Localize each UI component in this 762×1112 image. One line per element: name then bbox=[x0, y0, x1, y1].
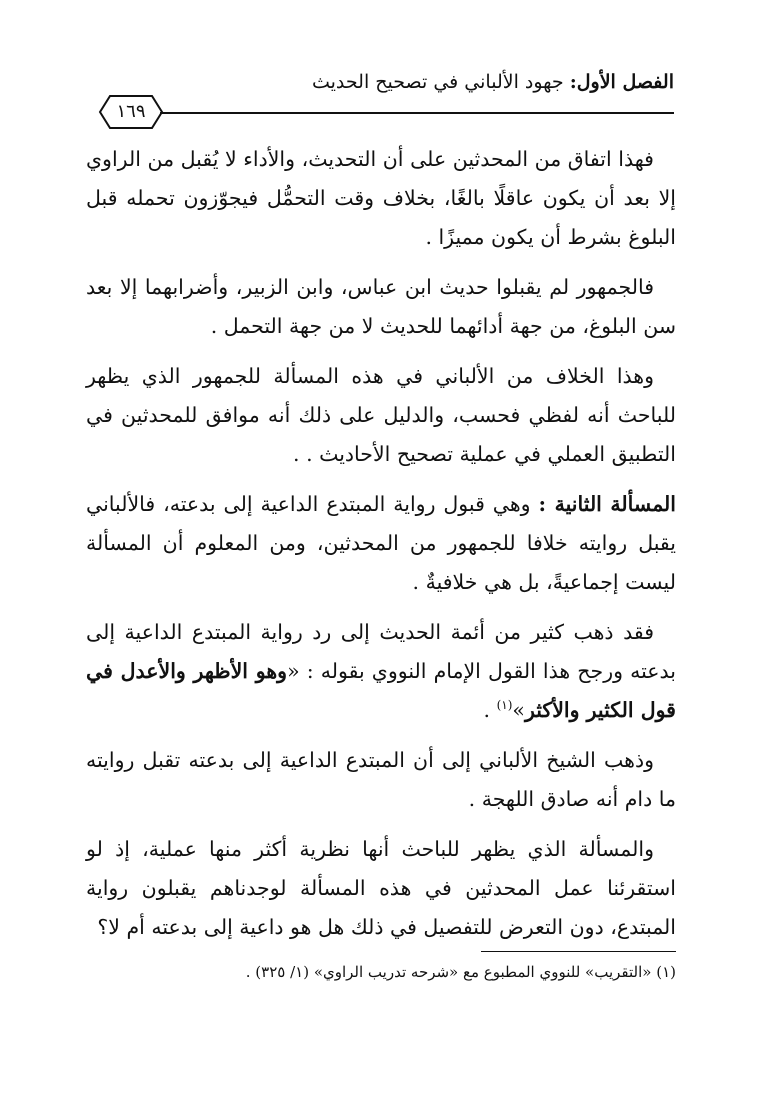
footnote: (١) «التقريب» للنووي المطبوع مع «شرحه تدريب الراوي» (١/ ٣٢٥) . bbox=[245, 963, 676, 981]
paragraph-4 bbox=[86, 485, 676, 602]
main-text bbox=[86, 140, 676, 958]
issue-two-label: المسألة الثانية : bbox=[538, 492, 676, 516]
chapter-label: الفصل الأول: bbox=[569, 71, 674, 93]
paragraph-5 bbox=[86, 613, 676, 730]
nawawi-quote: وهو الأظهر والأعدل في قول الكثير والأكثر bbox=[86, 659, 676, 722]
header-rule bbox=[160, 112, 674, 114]
paragraph-2: فالجمهور لم يقبلوا حديث ابن عباس، وابن الزبير، وأضرابهما إلا بعد سن البلوغ، من جهة أدائهما للحديث لا من جهة التحمل . bbox=[86, 275, 676, 338]
quote-close: » bbox=[512, 698, 525, 722]
footnote-ref: (١) bbox=[496, 698, 513, 713]
paragraph-6: وذهب الشيخ الألباني إلى أن المبتدع الداعية إلى بدعته تقبل روايته ما دام أنه صادق اللهجة . bbox=[86, 748, 676, 811]
paragraph-1: فهذا اتفاق من المحدثين على أن التحديث، والأداء لا يُقبل من الراوي إلا بعد أن يكون عاقلًا بالغًا، بخلاف وقت التحمُّل فيجوّزون تحمله قبل البلوغ بشرط أن يكون مميزًا . bbox=[86, 147, 676, 249]
paragraph-5-end: . bbox=[483, 698, 497, 722]
chapter-title: جهود الألباني في تصحيح الحديث bbox=[311, 71, 564, 93]
paragraph-7: والمسألة الذي يظهر للباحث أنها نظرية أكثر منها عملية، إذ لو استقرئنا عمل المحدثين في هذه المسألة لوجدناهم يقبلون رواية المبتدع، دون التعرض للتفصيل في ذلك هل هو داعية إلى بدعته أم لا؟ bbox=[86, 837, 676, 939]
running-header bbox=[88, 68, 674, 98]
issue-two-text: وهي قبول رواية المبتدع الداعية إلى بدعته، فالألباني يقبل روايته خلافا للجمهور من المحدثين، ومن المعلوم أن المسألة ليست إجماعيةً، بل هي خلافيةٌ . bbox=[86, 492, 676, 594]
footnote-rule bbox=[481, 951, 676, 952]
nawawi-intro: فقد ذهب كثير من أئمة الحديث إلى رد رواية المبتدع الداعية إلى بدعته ورجح هذا القول الإمام النووي بقوله : « bbox=[86, 620, 676, 683]
paragraph-3: وهذا الخلاف من الألباني في هذه المسألة للجمهور الذي يظهر للباحث أنه لفظي فحسب، والدليل على ذلك أنه موافق للمحدثين في التطبيق العملي في عملية تصحيح الأحاديث . . bbox=[86, 364, 676, 466]
page-number: ١٦٩ bbox=[116, 101, 146, 122]
page-number-badge bbox=[98, 94, 164, 130]
